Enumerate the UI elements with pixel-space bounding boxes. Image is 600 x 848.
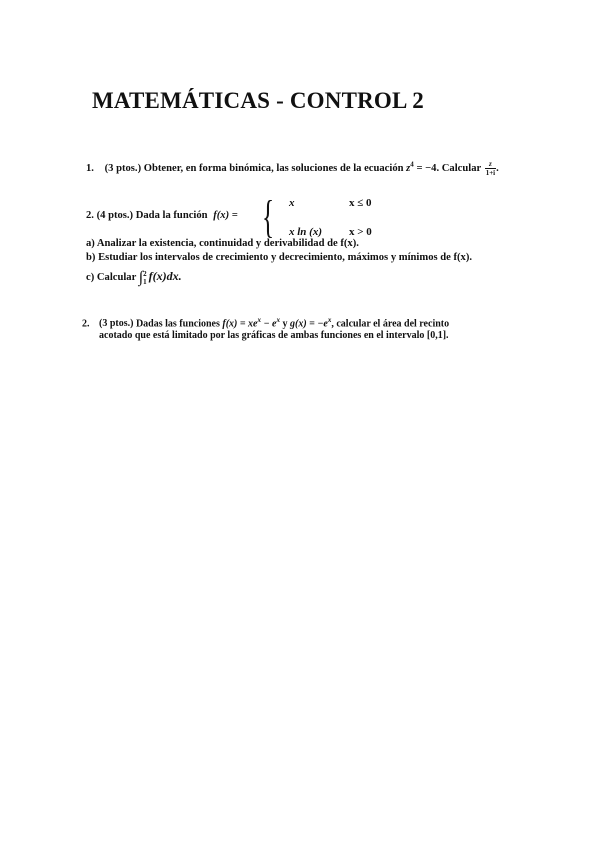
question-3-line-2: acotado que está limitado por las gráficas de ambas funciones en el intervalo [0,1]. xyxy=(99,330,449,341)
q3-points: (3 ptos.) xyxy=(99,318,134,330)
q3-f-minus: − e xyxy=(261,318,277,330)
q2-part-c xyxy=(86,267,182,286)
q1-fraction xyxy=(485,160,496,177)
q3-line1-end: , calcular el área del recinto xyxy=(331,318,450,330)
q1-end: . xyxy=(496,162,499,174)
case1-expression: x xyxy=(289,197,295,209)
q1-points: (3 ptos.) xyxy=(104,162,142,174)
q2-part-b: b) Estudiar los intervalos de crecimiento y decrecimiento, máximos y mínimos de f(x). xyxy=(86,252,473,263)
q1-frac-numerator: z xyxy=(485,160,496,169)
q1-number: 1. xyxy=(86,162,94,174)
q3-joiner: y xyxy=(280,318,290,330)
integral-lower: 1 xyxy=(143,277,147,286)
piecewise-brace: { xyxy=(262,191,275,242)
q3-f-def: f(x) = xe xyxy=(222,318,258,330)
q3-number: 2. xyxy=(82,318,90,330)
q3-line1-start: Dadas las funciones xyxy=(135,318,220,330)
question-1 xyxy=(86,160,499,177)
q2-c-label: c) Calcular xyxy=(86,272,137,283)
case2-expression: x ln (x) xyxy=(289,226,322,238)
case2-condition: x > 0 xyxy=(349,226,372,238)
integral-limits xyxy=(143,270,147,286)
q3-f-exp1: x xyxy=(257,316,261,324)
q1-frac-denominator: 1+i xyxy=(485,169,496,177)
question-3-line-1 xyxy=(82,316,449,329)
q2-part-a: a) Analizar la existencia, continuidad y derivabilidad de f(x). xyxy=(86,238,359,249)
case1-condition: x ≤ 0 xyxy=(349,197,372,209)
q2-label: 2. (4 ptos.) Dada la función xyxy=(86,210,208,221)
q2-c-integrand: f(x)dx. xyxy=(148,269,182,283)
q2-function: f(x) = xyxy=(213,210,238,221)
q1-calc-label: Calcular xyxy=(441,162,482,174)
q3-g-def: g(x) = −e xyxy=(290,318,328,330)
q1-exponent: 4 xyxy=(410,160,414,169)
q3-g-exp: x xyxy=(327,316,332,324)
page-title: MATEMÁTICAS - CONTROL 2 xyxy=(92,88,424,113)
q1-equation-lhs: z xyxy=(406,162,411,174)
q3-f-exp2: x xyxy=(276,316,280,324)
integral-sign: ∫ xyxy=(138,269,144,286)
q1-equation-rhs: = −4. xyxy=(416,162,440,174)
integral-upper: 2 xyxy=(143,269,147,278)
question-2-intro xyxy=(86,210,238,221)
q1-text: Obtener, en forma binómica, las soluciones de la ecuación xyxy=(143,162,404,174)
